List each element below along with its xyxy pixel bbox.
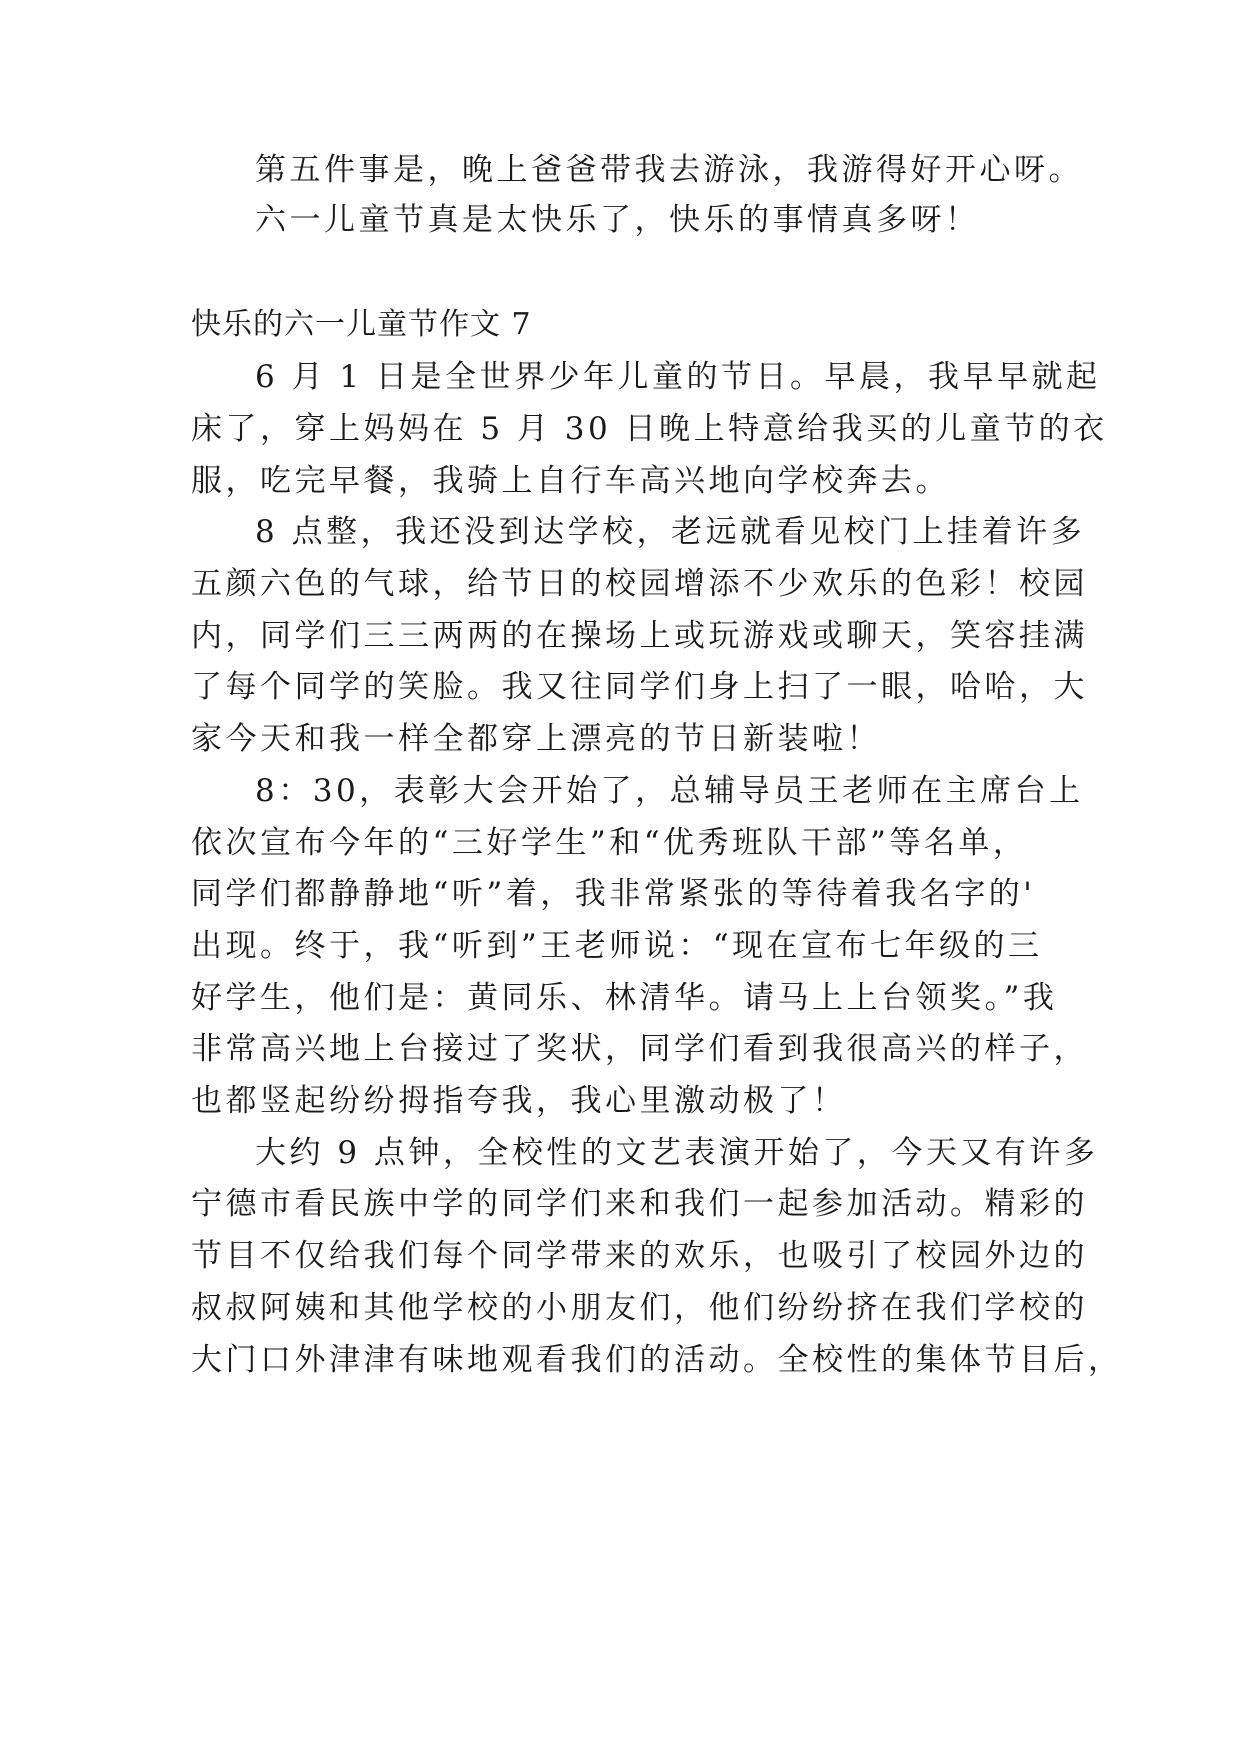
paragraph-line: 内，同学们三三两两的在操场上或玩游戏或聊天，笑容挂满 bbox=[191, 618, 1088, 654]
paragraph-line: 非常高兴地上台接过了奖状，同学们看到我很高兴的样子， bbox=[191, 1031, 1088, 1067]
paragraph-line: 了每个同学的笑脸。我又往同学们身上扫了一眼，哈哈，大 bbox=[191, 669, 1088, 705]
paragraph-line: 出现。终于，我“听到”王老师说：“现在宣布七年级的三 bbox=[191, 928, 1043, 964]
paragraph-line: 节目不仅给我们每个同学带来的欢乐，也吸引了校园外边的 bbox=[191, 1238, 1088, 1274]
paragraph-line: 同学们都静静地“听”着，我非常紧张的等待着我名字的' bbox=[191, 876, 1036, 912]
paragraph-line: 第五件事是，晚上爸爸带我去游泳，我游得好开心呀。 bbox=[255, 152, 1083, 188]
paragraph-line: 好学生，他们是：黄同乐、林清华。请马上上台领奖。”我 bbox=[191, 980, 1058, 1016]
paragraph-line: 也都竖起纷纷拇指夸我，我心里激动极了！ bbox=[191, 1083, 847, 1119]
paragraph-line: 家今天和我一样全都穿上漂亮的节日新装啦！ bbox=[191, 721, 881, 757]
paragraph-line: 6 月 1 日是全世界少年儿童的节日。早晨，我早早就起 bbox=[255, 359, 1101, 395]
paragraph-line: 六一儿童节真是太快乐了，快乐的事情真多呀！ bbox=[255, 202, 980, 238]
paragraph-line: 依次宣布今年的“三好学生”和“优秀班队干部”等名单， bbox=[191, 825, 1028, 861]
section-title: 快乐的六一儿童节作文 7 bbox=[191, 307, 532, 342]
paragraph-line: 8 点整，我还没到达学校，老远就看见校门上挂着许多 bbox=[255, 514, 1086, 550]
paragraph-line: 宁德市看民族中学的同学们来和我们一起参加活动。精彩的 bbox=[191, 1186, 1088, 1222]
paragraph-line: 叔叔阿姨和其他学校的小朋友们，他们纷纷挤在我们学校的 bbox=[191, 1290, 1088, 1326]
paragraph-line: 服，吃完早餐，我骑上自行车高兴地向学校奔去。 bbox=[191, 463, 950, 499]
paragraph-line: 8：30，表彰大会开始了，总辅导员王老师在主席台上 bbox=[255, 773, 1084, 809]
paragraph-line: 床了，穿上妈妈在 5 月 30 日晚上特意给我买的儿童节的衣 bbox=[191, 411, 1108, 447]
paragraph-line: 大门口外津津有味地观看我们的活动。全校性的集体节目后， bbox=[191, 1342, 1123, 1378]
paragraph-line: 五颜六色的气球，给节日的校园增添不少欢乐的色彩！校园 bbox=[191, 566, 1088, 602]
paragraph-line: 大约 9 点钟，全校性的文艺表演开始了，今天又有许多 bbox=[255, 1135, 1099, 1171]
